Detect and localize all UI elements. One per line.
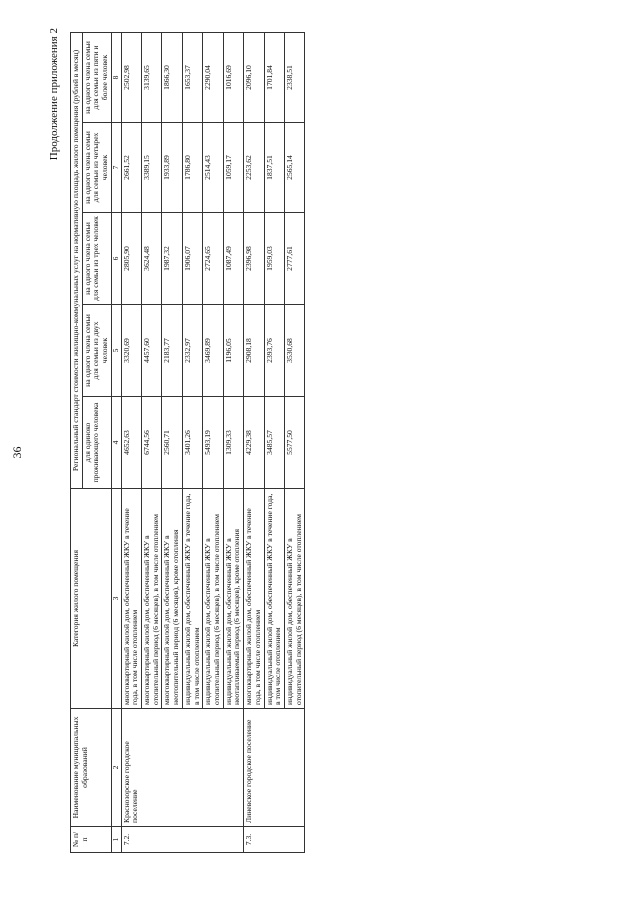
value-cell: 1906,07 (182, 213, 202, 305)
value-cell: 2908,18 (244, 305, 264, 397)
category-cell: многоквартирный жилой дом, обеспеченный ЖКУ в течение года, в том числе отоплением (244, 489, 264, 709)
header-num: № п/п (71, 827, 112, 853)
category-cell: индивидуальный жилой дом, обеспеченный ЖКУ в неотапливаемый период (6 месяцев), кроме отопления (223, 489, 243, 709)
municipality-name: Линевское городское поселение (244, 709, 305, 827)
value-cell: 1059,17 (223, 123, 243, 213)
page-number: 36 (10, 446, 24, 459)
value-cell: 2290,04 (203, 32, 223, 122)
value-cell: 3485,57 (264, 397, 284, 489)
header-name: Наименование муниципальных образований (71, 709, 112, 827)
value-cell: 1016,69 (223, 32, 243, 122)
value-cell: 4457,60 (141, 305, 161, 397)
value-cell: 2393,76 (264, 305, 284, 397)
value-cell: 4652,63 (121, 397, 141, 489)
value-cell: 2777,61 (285, 213, 305, 305)
header-category: Категория жилого помещения (71, 489, 112, 709)
value-cell: 1933,89 (162, 123, 182, 213)
category-cell: индивидуальный жилой дом, обеспеченный ЖКУ в отопительный период (6 месяцев), в том числе отоплением (285, 489, 305, 709)
header-col4: для одиноко проживающего человека (82, 397, 111, 489)
row-number: 7.2. (121, 827, 244, 853)
value-cell: 1959,03 (264, 213, 284, 305)
value-cell: 3401,26 (182, 397, 202, 489)
value-cell: 3389,15 (141, 123, 161, 213)
value-cell: 2253,62 (244, 123, 264, 213)
value-cell: 2724,65 (203, 213, 223, 305)
tariff-table (70, 32, 305, 853)
value-cell: 5577,50 (285, 397, 305, 489)
column-index-row (111, 32, 121, 852)
value-cell: 5493,19 (203, 397, 223, 489)
value-cell: 3320,69 (121, 305, 141, 397)
value-cell: 1701,84 (264, 32, 284, 122)
value-cell: 4229,38 (244, 397, 264, 489)
value-cell: 3624,48 (141, 213, 161, 305)
value-cell: 3530,68 (285, 305, 305, 397)
value-cell: 1786,80 (182, 123, 202, 213)
column-index: 6 (111, 213, 121, 305)
table-row (244, 32, 264, 852)
value-cell: 1653,37 (182, 32, 202, 122)
category-cell: многоквартирный жилой дом, обеспеченный ЖКУ в неотопительный период (6 месяцев), кроме отопления (162, 489, 182, 709)
value-cell: 2565,14 (285, 123, 305, 213)
header-standard: Региональный стандарт стоимости жилищно-коммунальных услуг на нормативную площадь жилого помещения (рублей в месяц) (71, 32, 83, 488)
value-cell: 3469,89 (203, 305, 223, 397)
column-index: 8 (111, 32, 121, 122)
table-row (121, 32, 141, 852)
value-cell: 2338,51 (285, 32, 305, 122)
column-index: 3 (111, 489, 121, 709)
value-cell: 6744,56 (141, 397, 161, 489)
value-cell: 1837,51 (264, 123, 284, 213)
value-cell: 2514,43 (203, 123, 223, 213)
value-cell: 2502,98 (121, 32, 141, 122)
municipality-name: Краснозорское городское поселение (121, 709, 244, 827)
category-cell: многоквартирный жилой дом, обеспеченный ЖКУ в течение года, в том числе отоплением (121, 489, 141, 709)
value-cell: 2183,77 (162, 305, 182, 397)
header-col7: на одного члена семьи для семьи из четырех человек (82, 123, 111, 213)
value-cell: 2805,90 (121, 213, 141, 305)
column-index: 7 (111, 123, 121, 213)
header-col8: на одного члена семьи для семьи из пяти и более человек (82, 32, 111, 122)
column-index: 1 (111, 827, 121, 853)
value-cell: 1196,05 (223, 305, 243, 397)
category-cell: индивидуальный жилой дом, обеспеченный ЖКУ в отопительный период (6 месяцев), в том числе отоплением (203, 489, 223, 709)
value-cell: 1866,30 (162, 32, 182, 122)
value-cell: 1087,49 (223, 213, 243, 305)
header-col5: на одного члена семьи для семьи из двух человек (82, 305, 111, 397)
value-cell: 1987,32 (162, 213, 182, 305)
row-number: 7.3. (244, 827, 305, 853)
value-cell: 2396,98 (244, 213, 264, 305)
category-cell: индивидуальный жилой дом, обеспеченный ЖКУ в течение года, в том числе отоплением (264, 489, 284, 709)
value-cell: 3139,65 (141, 32, 161, 122)
category-cell: многоквартирный жилой дом, обеспеченный ЖКУ в отопительный период (6 месяцев), в том числе отоплением (141, 489, 161, 709)
value-cell: 2661,52 (121, 123, 141, 213)
column-index: 2 (111, 709, 121, 827)
header-col6: на одного члена семьи для семьи из трех человек (82, 213, 111, 305)
continuation-title: Продолжение приложения 2 (48, 28, 60, 161)
column-index: 5 (111, 305, 121, 397)
column-index: 4 (111, 397, 121, 489)
category-cell: индивидуальный жилой дом, обеспеченный ЖКУ в течение года, в том числе отоплением (182, 489, 202, 709)
value-cell: 2096,10 (244, 32, 264, 122)
value-cell: 2332,97 (182, 305, 202, 397)
value-cell: 2560,71 (162, 397, 182, 489)
value-cell: 1309,33 (223, 397, 243, 489)
